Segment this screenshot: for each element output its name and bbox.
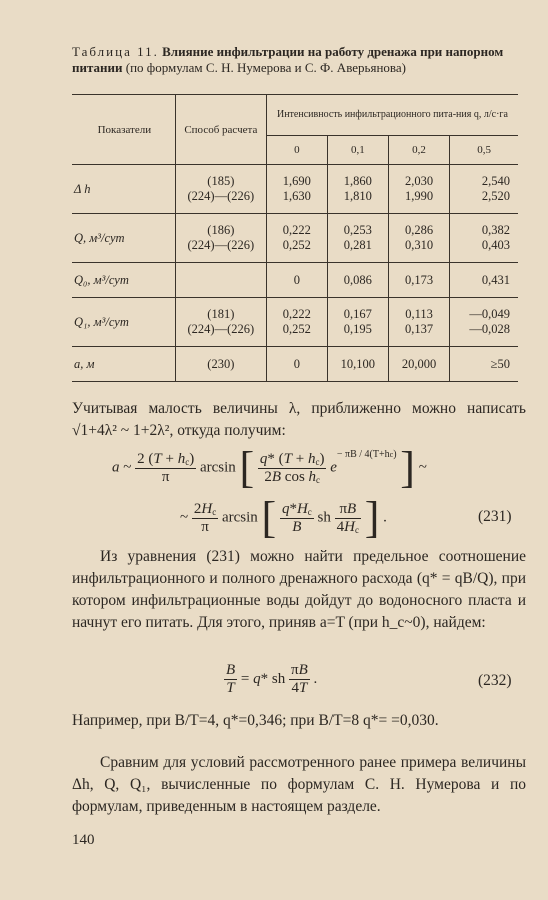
cell: 0,222 bbox=[282, 307, 311, 321]
table-row bbox=[72, 214, 518, 263]
row-indicator: Δ h bbox=[74, 181, 91, 196]
row-method: (224)—(226) bbox=[187, 322, 255, 336]
equation-231-number: (231) bbox=[478, 508, 512, 525]
cell: 0,167 bbox=[343, 307, 372, 321]
header-indicator: Показатели bbox=[97, 123, 152, 136]
table-subtitle: (по формулам С. Н. Нумерова и С. Ф. Аверьянова) bbox=[125, 60, 406, 75]
cell: 0 bbox=[266, 347, 327, 382]
header-q-2: 0,2 bbox=[388, 136, 449, 165]
header-q-1: 0,1 bbox=[327, 136, 388, 165]
table-row bbox=[72, 165, 518, 214]
equation-232: $\frac{B}{T}$ = q* sh $\frac{\pi B}{4T}$ . bbox=[226, 662, 318, 696]
row-method: (224)—(226) bbox=[187, 238, 255, 252]
paragraph-1 bbox=[72, 398, 526, 442]
paragraph-2 bbox=[72, 546, 526, 634]
cell: 0,086 bbox=[327, 263, 388, 298]
header-intensity: Интенсивность инфильтрационного пита-ния q, л/с·га bbox=[266, 95, 518, 136]
row-indicator: a, м bbox=[74, 356, 95, 371]
row-indicator: Q₁, м³/сут bbox=[74, 314, 129, 329]
cell: 2,520 bbox=[481, 189, 510, 203]
cell: 0,113 bbox=[405, 307, 433, 321]
cell: —0,049 bbox=[469, 307, 510, 321]
infiltration-table bbox=[72, 94, 518, 382]
table-label: Таблица 11. bbox=[72, 44, 159, 59]
cell: 0,137 bbox=[404, 322, 434, 336]
cell: 0,286 bbox=[404, 223, 434, 237]
paragraph-text: , при котором инфильтрационные воды дойдут до водоносного пласта и начнут его питать. Для этого, приняв a=T (при h_c~0), найдем: bbox=[72, 570, 527, 631]
paragraph-text: Например, при B/T=4, q*=0,346; при B/T=8 q*= =0,030. bbox=[72, 712, 439, 729]
row-method: (181) bbox=[207, 307, 235, 321]
paragraph-4 bbox=[72, 752, 526, 818]
page-number: 140 bbox=[72, 832, 95, 848]
cell: ≥50 bbox=[450, 347, 518, 382]
table-caption bbox=[72, 44, 512, 76]
cell: 1,860 bbox=[343, 174, 372, 188]
cell: 1,810 bbox=[343, 189, 372, 203]
row-indicator: Q, м³/сут bbox=[74, 230, 125, 245]
cell: 0,195 bbox=[343, 322, 372, 336]
header-q-0: 0 bbox=[266, 136, 327, 165]
paragraph-text: Учитывая малость величины λ, приближенно можно написать bbox=[72, 400, 526, 417]
table-row bbox=[72, 347, 518, 382]
table-title: Влияние инфильтрации на работу дренажа при напорном питании bbox=[72, 44, 504, 75]
cell: 0,431 bbox=[450, 263, 518, 298]
row-method: (185) bbox=[207, 174, 235, 188]
cell: 1,690 bbox=[282, 174, 311, 188]
cell: 0,173 bbox=[388, 263, 449, 298]
cell: 2,540 bbox=[481, 174, 510, 188]
cell: 0 bbox=[266, 263, 327, 298]
cell: 1,630 bbox=[282, 189, 311, 203]
paragraph-3 bbox=[72, 710, 526, 732]
table-row bbox=[72, 298, 518, 347]
row-indicator: Q₀, м³/сут bbox=[74, 272, 129, 287]
cell: 0,252 bbox=[282, 322, 311, 336]
row-method: (230) bbox=[175, 347, 266, 382]
cell: 0,281 bbox=[343, 238, 372, 252]
header-method: Способ расчета bbox=[175, 95, 266, 165]
paragraph-text: Сравним для условий рассмотренного ранее примера величины Δh, Q, Q₁, вычисленные по формулам С. Н. Нумерова и по формулам, приведенным в настоящем разделе. bbox=[72, 754, 526, 815]
cell: 2,030 bbox=[404, 174, 434, 188]
inline-formula: (q* = qB/Q) bbox=[416, 570, 494, 587]
row-method bbox=[175, 263, 266, 298]
cell: 0,252 bbox=[282, 238, 311, 252]
table-row bbox=[72, 263, 518, 298]
cell: 0,382 bbox=[481, 223, 510, 237]
paragraph-text: Из уравнения (231) можно найти предельное соотношение инфильтрационного и полного дренажного расхода bbox=[72, 548, 526, 587]
cell: 20,000 bbox=[388, 347, 449, 382]
row-method: (224)—(226) bbox=[187, 189, 255, 203]
cell: 0,222 bbox=[282, 223, 311, 237]
cell: 0,403 bbox=[481, 238, 510, 252]
cell: 10,100 bbox=[327, 347, 388, 382]
cell: —0,028 bbox=[469, 322, 510, 336]
cell: 0,253 bbox=[343, 223, 372, 237]
inline-formula: √1+4λ² ~ 1+2λ², откуда получим: bbox=[72, 422, 286, 439]
equation-231-line2: ~ $\frac{2H_c}{\pi}$ arcsin [ $\frac{q*H_c}{B}$ sh $\frac{\pi B}{4H_c}$ ] . bbox=[180, 493, 387, 542]
cell: 1,990 bbox=[404, 189, 434, 203]
header-q-3: 0,5 bbox=[450, 136, 518, 165]
equation-231-line1: a ~ $\frac{2 (T + h_c)}{\pi}$ arcsin [ $\frac{q* (T + h_c)}{2B \cos h_c}$ $e^{- \pi B / 4(T+hc)}$ ] ~ bbox=[112, 443, 427, 492]
row-method: (186) bbox=[207, 223, 235, 237]
cell: 0,310 bbox=[404, 238, 434, 252]
equation-232-number: (232) bbox=[478, 672, 512, 689]
